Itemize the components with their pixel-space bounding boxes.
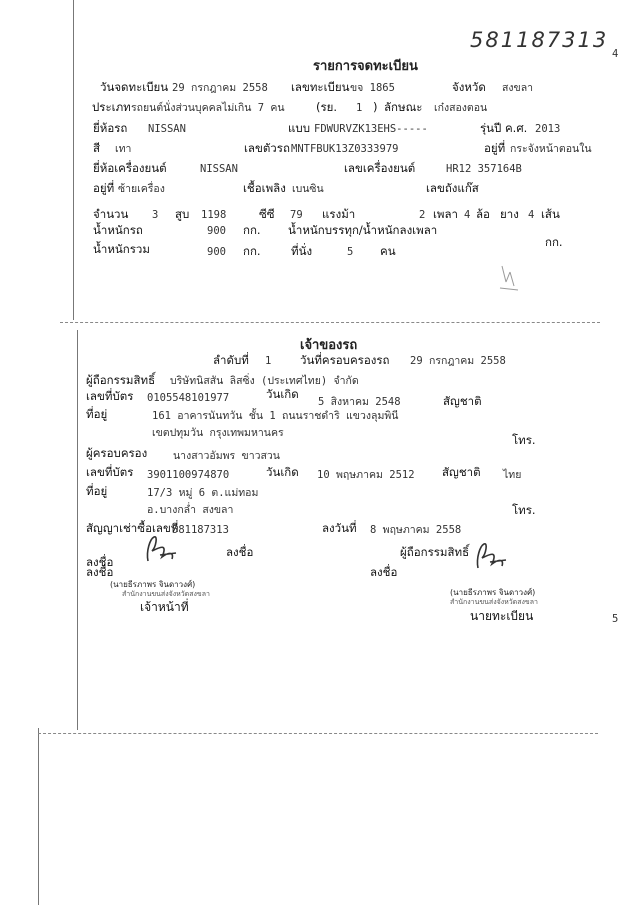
weight-value: 900 (207, 225, 226, 237)
brand-value: NISSAN (148, 123, 186, 135)
province-label: จังหวัด (452, 80, 486, 94)
reg-date-value: 29 กรกฎาคม 2558 (172, 82, 268, 94)
reg-no-label: เลขทะเบียน (291, 80, 350, 94)
color-value: เทา (115, 143, 132, 155)
addr-line2: เขตปทุมวัน กรุงเทพมหานคร (152, 427, 284, 439)
contract-date-label: ลงวันที่ (322, 521, 357, 535)
nation2-value: ไทย (503, 469, 522, 481)
cc-label: ซีซี (259, 207, 275, 221)
sign-label-mid-1: ลงชื่อ (226, 545, 254, 559)
id2-value: 3901100974870 (147, 469, 230, 481)
owner-label: ผู้ถือกรรมสิทธิ์ (86, 373, 156, 387)
axle-value: 2 (419, 209, 426, 221)
page-number-5: 5 (612, 613, 619, 625)
sign-label-left-1: ลงชื่อ (86, 555, 114, 569)
appearance-value: เก๋งสองตอน (434, 102, 488, 114)
officer-right-office: สำนักงานขนส่งจังหวัดสงขลา (450, 598, 538, 606)
addr-line1: 161 อาคารนันทวัน ชั้น 1 ถนนราชดำริ แขวงลุมพินี (152, 410, 399, 422)
birth-value: 5 สิงหาคม 2548 (318, 396, 401, 408)
load-unit: กก. (545, 235, 563, 249)
model-value: FDWURVZK13EHS----- (314, 123, 428, 135)
type-label: ประเภท (92, 100, 131, 114)
possessor-value: นางสาวอัมพร ขาวสวน (173, 450, 280, 462)
reg-date-label: วันจดทะเบียน (100, 80, 169, 94)
contract-label: สัญญาเช่าซื้อเลขที่ (86, 521, 179, 535)
seats-unit: คน (380, 244, 396, 258)
model-label: แบบ (288, 121, 311, 135)
officer-right-title: นายทะเบียน (470, 609, 534, 623)
page-border-left-bottom (38, 728, 39, 905)
owner-value: บริษัทนิสสัน ลิสซิ่ง (ประเทศไทย) จำกัด (170, 375, 359, 387)
tel2-label: โทร. (512, 503, 536, 517)
tire-label: ยาง (500, 207, 519, 221)
possess-date-value: 29 กรกฎาคม 2558 (410, 355, 506, 367)
contract-date-value: 8 พฤษภาคม 2558 (370, 524, 462, 536)
color-label: สี (93, 141, 101, 155)
officer-left-office: สำนักงานขนส่งจังหวัดสงขลา (122, 590, 210, 598)
possessor-label: ผู้ครอบครอง (86, 446, 148, 460)
brand-label: ยี่ห้อรถ (93, 121, 128, 135)
fold-dashed-line-top (60, 322, 600, 323)
cc-value: 79 (290, 209, 303, 221)
officer-left-name: (นายธีรภาพร จินดาวงศ์) (110, 580, 196, 589)
signature-right (470, 540, 510, 574)
id2-label: เลขที่บัตร (86, 465, 134, 479)
engine-brand-label: ยี่ห้อเครื่องยนต์ (93, 161, 167, 175)
id-value: 0105548101977 (147, 392, 230, 404)
type-value: รถยนต์นั่งส่วนบุคคลไม่เกิน 7 คน (131, 102, 285, 114)
nation2-label: สัญชาติ (442, 465, 481, 479)
handwritten-number: 581187313 (470, 28, 609, 52)
hp-label: แรงม้า (322, 207, 356, 221)
wheel-value: 4 (464, 209, 471, 221)
addr-label: ที่อยู่ (86, 407, 108, 421)
contract-value: 581187313 (172, 524, 229, 536)
gas-no-label: เลขถังแก๊ส (426, 181, 479, 195)
scribble-mark (496, 262, 522, 292)
engine-brand-value: NISSAN (200, 163, 238, 175)
section2-title: เจ้าของรถ (300, 338, 358, 353)
location-value: กระจังหน้าตอนใน (510, 143, 592, 155)
cyl-label: สูบ (175, 207, 190, 221)
year-value: 2013 (535, 123, 561, 135)
class-open: (รย. (316, 100, 338, 114)
birth2-label: วันเกิด (266, 465, 299, 479)
tire-unit: เส้น (541, 207, 560, 221)
weight-unit: กก. (243, 223, 261, 237)
section1-title: รายการจดทะเบียน (313, 59, 418, 74)
class-no: 1 (356, 102, 363, 114)
addr2-label: ที่อยู่ (86, 484, 108, 498)
province-value: สงขลา (502, 82, 534, 94)
wheel-label: ล้อ (476, 207, 490, 221)
tel-label: โทร. (512, 433, 536, 447)
tire-value: 4 (528, 209, 535, 221)
nation-label: สัญชาติ (443, 394, 482, 408)
id-label: เลขที่บัตร (86, 389, 134, 403)
appearance-label: ลักษณะ (384, 100, 423, 114)
location2-value: ซ้ายเครื่อง (118, 183, 165, 195)
class-close: ) (373, 100, 378, 114)
officer-right-name: (นายธีรภาพร จินดาวงศ์) (450, 588, 536, 597)
chassis-label: เลขตัวรถ (244, 141, 290, 155)
sign-label-left-2: ลงชื่อ (86, 565, 114, 579)
weight-label: น้ำหนักรถ (93, 223, 143, 237)
reg-no-value: ขจ 1865 (350, 82, 395, 94)
order-label: ลำดับที่ (213, 353, 249, 367)
engine-no-value: HR12 357164B (446, 163, 522, 175)
officer-left-title: เจ้าหน้าที่ (140, 600, 189, 614)
chassis-value: MNTFBUK13Z0333979 (291, 143, 399, 155)
fuel-label: เชื้อเพลิง (243, 181, 286, 195)
page-border-left-top (73, 0, 74, 320)
addr2-line2: อ.บางกล่ำ สงขลา (147, 504, 234, 516)
addr2-line1: 17/3 หมู่ 6 ต.แม่ทอม (147, 487, 259, 499)
location-label: อยู่ที่ (484, 141, 506, 155)
qty-label: จำนวน (93, 207, 129, 221)
owner-sign-caption: ผู้ถือกรรมสิทธิ์ (400, 545, 470, 559)
load-label: น้ำหนักบรรทุก/น้ำหนักลงเพลา (288, 223, 438, 237)
order-value: 1 (265, 355, 272, 367)
birth-label: วันเกิด (266, 387, 299, 401)
birth2-value: 10 พฤษภาคม 2512 (317, 469, 415, 481)
page-border-left-mid (77, 330, 78, 730)
gross-value: 900 (207, 246, 226, 258)
signature-left (140, 533, 180, 567)
gross-label: น้ำหนักรวม (93, 242, 150, 256)
possess-date-label: วันที่ครอบครองรถ (300, 353, 390, 367)
seats-value: 5 (347, 246, 354, 258)
year-label: รุ่นปี ค.ศ. (480, 121, 528, 135)
gross-unit: กก. (243, 244, 261, 258)
fold-dashed-line-bottom (38, 733, 598, 734)
engine-no-label: เลขเครื่องยนต์ (344, 161, 416, 175)
axle-label: เพลา (433, 207, 459, 221)
page-number-4: 4 (612, 48, 619, 60)
qty-value: 3 (152, 209, 159, 221)
cyl-value: 1198 (201, 209, 227, 221)
sign-label-right-2: ลงชื่อ (370, 565, 398, 579)
location2-label: อยู่ที่ (93, 181, 115, 195)
seats-label: ที่นั่ง (291, 244, 313, 258)
fuel-value: เบนซิน (292, 183, 324, 195)
